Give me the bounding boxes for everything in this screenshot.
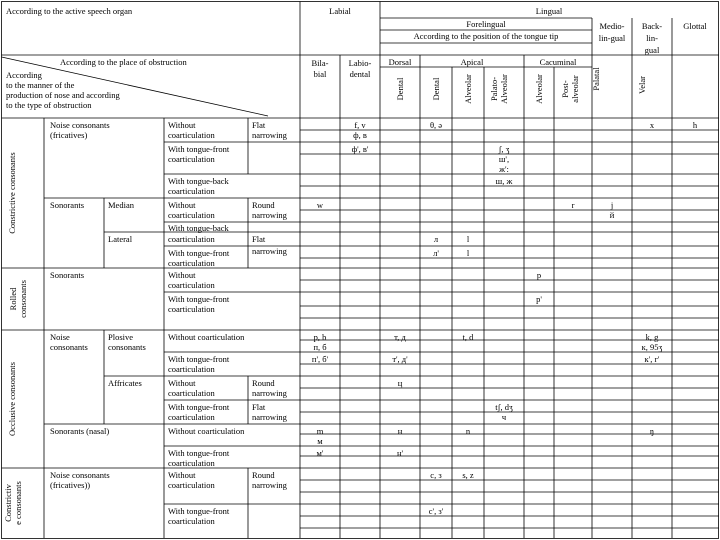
coart-front-6a: With tongue-front xyxy=(168,448,230,458)
coart-front-5a: With tongue-front xyxy=(168,402,230,412)
coart-front-2b: coarticulation xyxy=(168,258,215,268)
shape-round-2b: narrowing xyxy=(252,388,287,398)
header-manner-4: to the type of obstruction xyxy=(6,100,92,110)
shape-round-3b: narrowing xyxy=(252,480,287,490)
shape-round-1a: Round xyxy=(252,200,275,210)
coart-back-1a: With tongue-back xyxy=(168,176,229,186)
cell-p2-dorsal: т', д' xyxy=(392,354,408,364)
cell-a1-dorsal: ц xyxy=(397,378,403,388)
row-noise-fricatives-2-2: (fricatives)) xyxy=(50,480,91,490)
cell-f2-labio: ф', в' xyxy=(351,144,369,154)
coart-without-4a: Without xyxy=(168,270,196,280)
coart-front-6b: coarticulation xyxy=(168,458,215,468)
header-back-lingual-1: Back- xyxy=(641,21,663,31)
cell-f3-palato: ш, ж xyxy=(495,176,513,186)
shape-flat-2b: narrowing xyxy=(252,246,287,256)
header-place: According to the place of obstruction xyxy=(60,57,187,67)
coart-without-3: coarticulation xyxy=(168,234,215,244)
cell-f2-palato-1: ʃ, ʒ xyxy=(498,144,510,154)
header-post-alveolar-2: alveolar xyxy=(570,75,580,103)
coart-without-6a: Without xyxy=(168,470,196,480)
cell-s1-alv: s, z xyxy=(462,470,474,480)
coart-back-1b: coarticulation xyxy=(168,186,215,196)
cell-l1-alv: l xyxy=(466,234,470,244)
header-back-lingual-2: lin- xyxy=(646,33,658,43)
row-affricates: Affricates xyxy=(108,378,142,388)
coart-front-1b: coarticulation xyxy=(168,154,215,164)
cell-p1-bilabial-2: п, б xyxy=(313,342,327,352)
coart-front-5b: coarticulation xyxy=(168,412,215,422)
cell-r1-alv: р xyxy=(536,270,542,280)
coart-front-4b: coarticulation xyxy=(168,364,215,374)
cell-p1-dorsal: т, д xyxy=(394,332,406,342)
cell-a2-palato-1: tʃ, dʒ xyxy=(495,402,513,412)
coart-back-2: With tongue-back xyxy=(168,223,229,233)
group-rolled-1: Rolled xyxy=(8,287,18,311)
cell-n1-velar: ŋ xyxy=(649,426,655,436)
cell-m1-post: r xyxy=(571,200,575,210)
coart-without-4b: coarticulation xyxy=(168,280,215,290)
header-manner-3: production of nose and according xyxy=(6,90,120,100)
header-medio-lingual-2: lin-gual xyxy=(598,33,626,43)
row-plosive-2: consonants xyxy=(108,342,146,352)
cell-n1-alv: n xyxy=(465,426,471,436)
coart-without-2a: Without xyxy=(168,200,196,210)
cell-n1-bilabial-2: м xyxy=(317,436,323,446)
coart-without-2b: coarticulation xyxy=(168,210,215,220)
cell-l2-dental: л' xyxy=(433,248,439,258)
header-labiodental-1: Labio- xyxy=(348,58,372,68)
cell-f1-labio-1: f, v xyxy=(354,120,366,130)
row-sonorants: Sonorants xyxy=(50,200,84,210)
shape-flat-3a: Flat xyxy=(252,402,266,412)
header-manner-1: According xyxy=(6,70,42,80)
coart-without-inline-2: Without coarticulation xyxy=(168,426,245,436)
cell-s2-dental: с', з' xyxy=(428,506,444,516)
coart-front-3a: With tongue-front xyxy=(168,294,230,304)
header-palatal: Palatal xyxy=(591,67,601,91)
row-noise-fricatives-2: (fricatives) xyxy=(50,130,88,140)
header-dorsal: Dorsal xyxy=(388,57,412,67)
cell-p2-bilabial: п', б' xyxy=(311,354,329,364)
cell-f1-labio-2: ф, в xyxy=(353,130,367,140)
cell-l2-alv: l xyxy=(466,248,470,258)
header-bilabial-1: Bila- xyxy=(311,58,329,68)
row-plosive-1: Plosive xyxy=(108,332,134,342)
header-bilabial-2: bial xyxy=(313,69,327,79)
cell-m1-palatal-2: й xyxy=(609,210,615,220)
coart-without-6b: coarticulation xyxy=(168,480,215,490)
row-rolled-sonorants: Sonorants xyxy=(50,270,84,280)
header-palato-alveolar-1: Palato- xyxy=(489,76,499,102)
cell-n2-dorsal: н' xyxy=(396,448,404,458)
row-sonorants-nasal: Sonorants (nasal) xyxy=(50,426,110,436)
cell-p1-velar-2: к, 95ʒ xyxy=(641,342,663,352)
row-noise-fricatives-2-1: Noise consonants xyxy=(50,470,110,480)
header-lingual: Lingual xyxy=(535,6,563,16)
coart-without-1b: coarticulation xyxy=(168,130,215,140)
cell-f2-palato-2: ш', xyxy=(498,154,510,164)
header-labial: Labial xyxy=(329,6,351,16)
group-constrictive: Constrictive consonants xyxy=(7,152,17,234)
header-alveolar-1: Alveolar xyxy=(463,74,473,104)
coart-front-2a: With tongue-front xyxy=(168,248,230,258)
coart-front-4a: With tongue-front xyxy=(168,354,230,364)
group-constrictive-2-1: Constrictiv xyxy=(3,484,13,522)
cell-r2-alv: р' xyxy=(536,294,542,304)
header-back-lingual-3: gual xyxy=(644,45,660,55)
cell-s1-dental: с, з xyxy=(430,470,442,480)
shape-flat-1b: narrowing xyxy=(252,130,287,140)
header-glottal: Glottal xyxy=(683,21,707,31)
group-constrictive-2-2: e consonants xyxy=(13,481,23,525)
header-active-organ: According to the active speech organ xyxy=(6,6,133,16)
shape-round-2a: Round xyxy=(252,378,275,388)
cell-f2-palato-3: ж': xyxy=(499,164,509,174)
header-alveolar-2: Alveolar xyxy=(534,74,544,104)
shape-round-1b: narrowing xyxy=(252,210,287,220)
cell-a2-palato-2: ч xyxy=(501,412,507,422)
cell-p1-alv: t, d xyxy=(462,332,474,342)
cell-p1-bilabial-1: p, b xyxy=(313,332,327,342)
cell-f1-dental: θ, ә xyxy=(429,120,443,130)
cell-m1-bilabial: w xyxy=(316,200,324,210)
coart-without-5a: Without xyxy=(168,378,196,388)
shape-flat-1a: Flat xyxy=(252,120,266,130)
cell-p2-velar: к', г' xyxy=(644,354,660,364)
cell-n1-bilabial-1: m xyxy=(316,426,324,436)
row-noise-fricatives-1: Noise consonants xyxy=(50,120,110,130)
header-cacuminal: Cacuminal xyxy=(539,57,577,67)
coart-without-1a: Without xyxy=(168,120,196,130)
header-labiodental-2: dental xyxy=(349,69,371,79)
cell-l1-dental: л xyxy=(433,234,439,244)
header-forelingual: Forelingual xyxy=(466,19,506,29)
cell-f1-glottal: h xyxy=(692,120,698,130)
cell-m1-palatal-1: j xyxy=(610,200,614,210)
shape-round-3a: Round xyxy=(252,470,275,480)
shape-flat-3b: narrowing xyxy=(252,412,287,422)
row-noise-consonants-2: consonants xyxy=(50,342,88,352)
header-dental-1: Dental xyxy=(395,77,405,101)
cell-f1-velar: x xyxy=(649,120,655,130)
cell-p1-velar-1: k, g xyxy=(645,332,659,342)
cell-n2-bilabial: м' xyxy=(316,448,324,458)
shape-flat-2a: Flat xyxy=(252,234,266,244)
header-medio-lingual-1: Medio- xyxy=(599,21,625,31)
header-manner-2: to the manner of the xyxy=(6,80,75,90)
coart-without-inline-1: Without coarticulation xyxy=(168,332,245,342)
group-rolled-2: consonants xyxy=(18,280,28,318)
group-occlusive: Occlusive consonants xyxy=(7,362,17,436)
coart-front-7b: coarticulation xyxy=(168,516,215,526)
coart-front-3b: coarticulation xyxy=(168,304,215,314)
row-median: Median xyxy=(108,200,134,210)
row-noise-consonants-1: Noise xyxy=(50,332,70,342)
coart-without-5b: coarticulation xyxy=(168,388,215,398)
header-dental-2: Dental xyxy=(431,77,441,101)
header-post-alveolar-1: Post- xyxy=(560,80,570,98)
coart-front-1a: With tongue-front xyxy=(168,144,230,154)
header-apical: Apical xyxy=(460,57,484,67)
header-tongue-tip: According to the position of the tongue tip xyxy=(413,31,559,41)
coart-front-7a: With tongue-front xyxy=(168,506,230,516)
cell-n1-dorsal: н xyxy=(397,426,403,436)
header-velar: Velar xyxy=(637,76,647,94)
header-palato-alveolar-2: Alveolar xyxy=(499,74,509,104)
row-lateral: Lateral xyxy=(108,234,133,244)
